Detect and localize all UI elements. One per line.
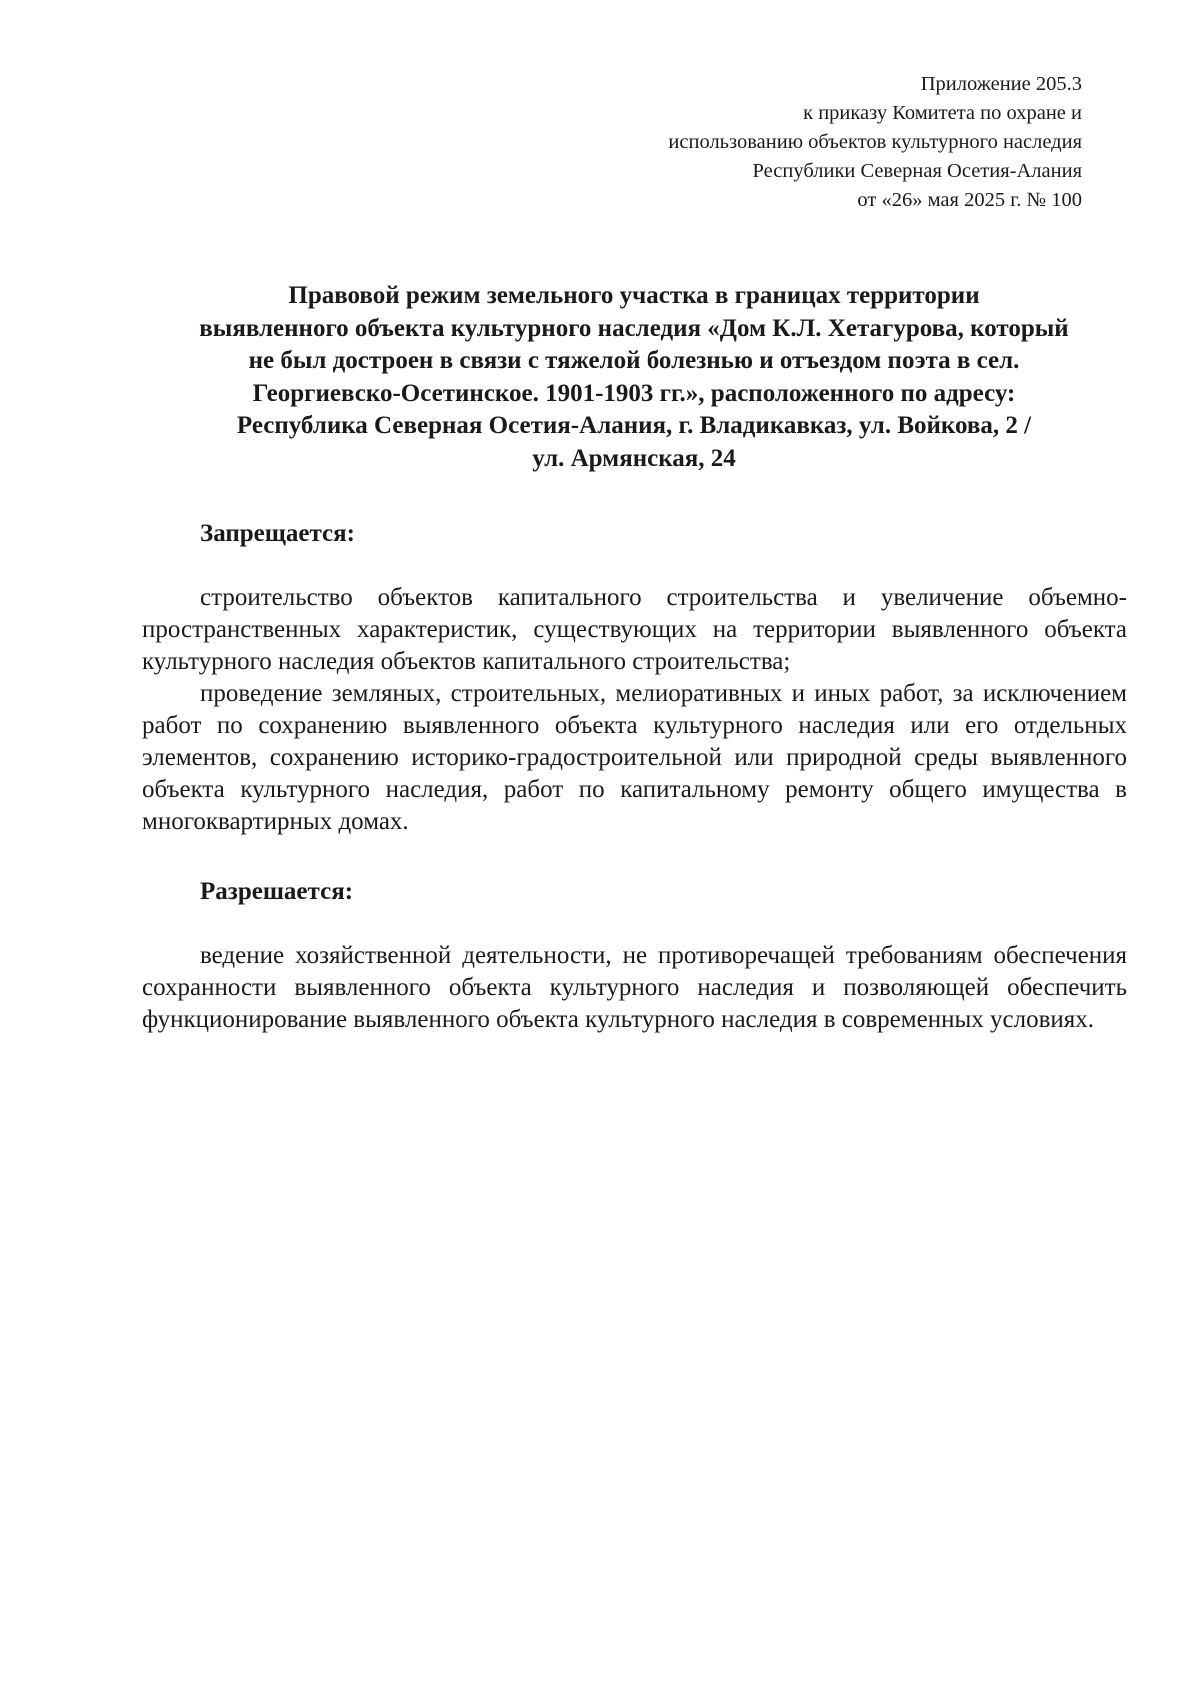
title-line: Георгиевско-Осетинское. 1901-1903 гг.», расположенного по адресу:: [252, 379, 1016, 407]
permitted-section: [142, 940, 1127, 1036]
title-line: ул. Армянская, 24: [532, 444, 736, 472]
appendix-republic-line: Республики Северная Осетия-Алания: [752, 160, 1082, 182]
title-line: не был достроен в связи с тяжелой болезнью и отъездом поэта в сел.: [248, 347, 1020, 374]
title-line: Республика Северная Осетия-Алания, г. Владикавказ, ул. Войкова, 2 /: [236, 412, 1032, 439]
permitted-paragraph: ведение хозяйственной деятельности, не противоречащей требованиям обеспечения сохранности выявленного объекта культурного наследия и позволяющей обеспечить функционирование выявленного объекта культурного наследия в современных условиях.: [142, 942, 1127, 1033]
prohibited-paragraph: проведение земляных, строительных, мелиоративных и иных работ, за исключением работ по сохранению выявленного объекта культурного наследия или его отдельных элементов, сохранению историко-градостроительной или природной среды выявленного объекта культурного наследия, работ по капитальному ремонту общего имущества в многоквартирных домах.: [142, 680, 1127, 835]
appendix-committee-line: использованию объектов культурного наследия: [668, 131, 1082, 153]
prohibited-paragraph: строительство объектов капитального строительства и увеличение объемно-пространственных характеристик, существующих на территории выявленного объекта культурного наследия объектов капитального строительства;: [142, 584, 1127, 675]
title-line: Правовой режим земельного участка в границах территории: [288, 282, 980, 309]
appendix-date-line: от «26» мая 2025 г. № 100: [857, 189, 1082, 211]
prohibited-heading: Запрещается:: [200, 520, 356, 547]
appendix-number: Приложение 205.3: [920, 73, 1082, 95]
appendix-header: [668, 70, 1082, 215]
prohibited-section: [142, 582, 1127, 838]
title-line: выявленного объекта культурного наследия «Дом К.Л. Хетагурова, который: [199, 314, 1069, 342]
permitted-heading: Разрешается:: [200, 878, 354, 905]
document-title: [140, 280, 1128, 475]
appendix-order-line: к приказу Комитета по охране и: [803, 102, 1082, 124]
